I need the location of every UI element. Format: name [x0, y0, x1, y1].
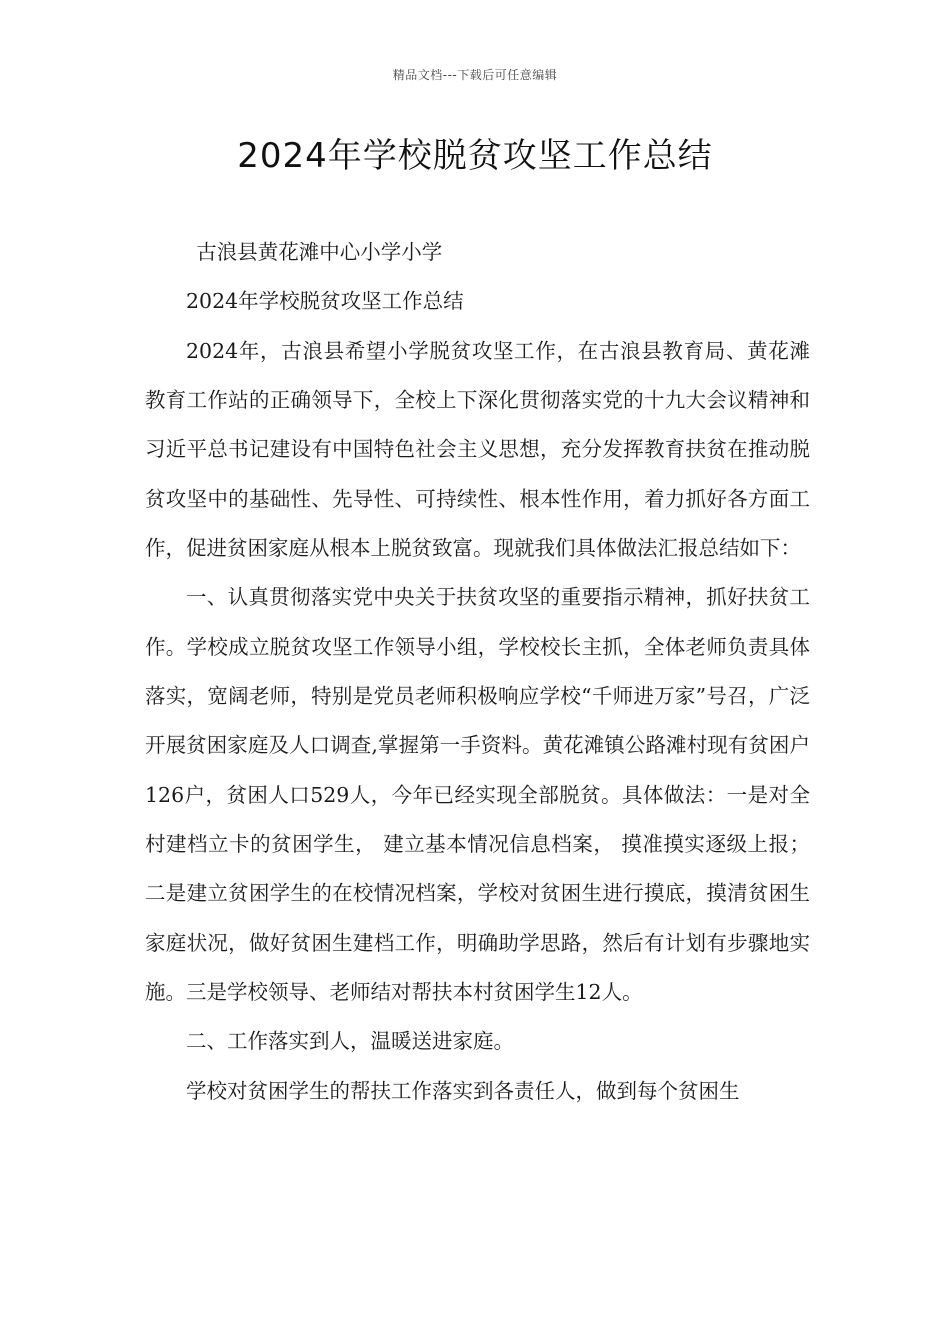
- header-note: 精品文档---下载后可任意编辑: [392, 68, 558, 82]
- document-body: [145, 228, 810, 1116]
- school-name: 古浪县黄花滩中心小学小学: [196, 240, 443, 264]
- paragraph-section-2: 学校对贫困学生的帮扶工作落实到各责任人，做到每个贫困生: [186, 1078, 740, 1103]
- document-title: 2024年学校脱贫攻坚工作总结: [237, 136, 713, 176]
- paragraph-section-1: 一、认真贯彻落实党中央关于扶贫攻坚的重要指示精神，抓好扶贫工作。学校成立脱贫攻坚工作领导小组，学校校长主抓，全体老师负责具体落实，宽阔老师，特别是党员老师积极响应学校“千师进万家”号召，广泛开展贫困家庭及人口调查,掌握第一手资料。黄花滩镇公路滩村现有贫困户126户，贫困人口529人，今年已经实现全部脱贫。具体做法：一是对全村建档立卡的贫困学生， 建立基本情况信息档案， 摸准摸实逐级上报； 二是建立贫困学生的在校情况档案，学校对贫困生进行摸底，摸清贫困生家庭状况，做好贫困生建档工作，明确助学思路，然后有计划有步骤地实施。三是学校领导、老师结对帮扶本村贫困学生12人。: [145, 585, 810, 1004]
- document-subtitle: 2024年学校脱贫攻坚工作总结: [186, 289, 464, 314]
- section-2-heading: 二、工作落实到人，温暖送进家庭。: [186, 1029, 514, 1054]
- paragraph-intro: 2024年，古浪县希望小学脱贫攻坚工作，在古浪县教育局、黄花滩教育工作站的正确领导下，全校上下深化贯彻落实党的十九大会议精神和习近平总书记建设有中国特色社会主义思想，充分发挥教育扶贫在推动脱贫攻坚中的基础性、先导性、可持续性、根本性作用，着力抓好各方面工作，促进贫困家庭从根本上脱贫致富。现就我们具体做法汇报总结如下：: [145, 338, 810, 560]
